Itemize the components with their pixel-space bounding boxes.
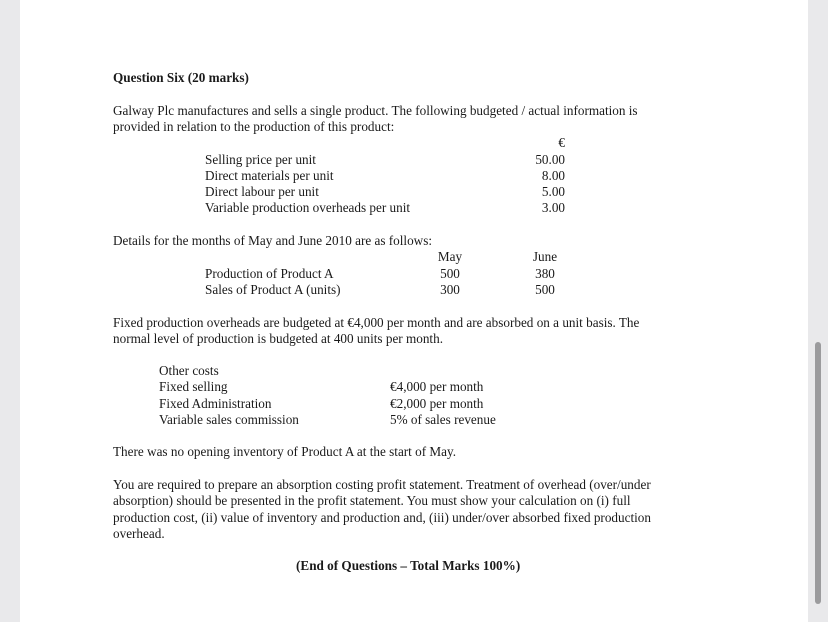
requirement-line-2: absorption) should be presented in the profit statement. You must show your calculation on (i) full [113, 493, 631, 508]
other-cost-label: Fixed selling [159, 379, 228, 394]
unit-cost-value: 8.00 [541, 168, 565, 183]
unit-cost-label: Direct materials per unit [205, 168, 334, 183]
other-cost-value: €2,000 per month [390, 396, 484, 411]
end-note: (End of Questions – Total Marks 100%) [296, 558, 521, 573]
intro-line-2: provided in relation to the production of this product: [113, 119, 395, 134]
month-row-label: Production of Product A [205, 266, 334, 281]
inventory-note: There was no opening inventory of Product A at the start of May. [113, 444, 457, 459]
document-page [20, 0, 808, 622]
month-header-may: May [437, 249, 463, 264]
other-cost-value: €4,000 per month [390, 379, 484, 394]
other-cost-label: Fixed Administration [159, 396, 272, 411]
other-cost-label: Variable sales commission [159, 412, 299, 427]
month-row-june: 500 [535, 282, 555, 297]
vertical-scrollbar[interactable] [815, 342, 821, 604]
currency-header: € [558, 135, 565, 150]
intro-line-1: Galway Plc manufactures and sells a single product. The following budgeted / actual information is [113, 103, 638, 118]
unit-cost-value: 50.00 [535, 152, 565, 167]
month-row-label: Sales of Product A (units) [205, 282, 341, 297]
requirement-line-1: You are required to prepare an absorption costing profit statement. Treatment of overhead (over/under [113, 477, 651, 492]
months-intro: Details for the months of May and June 2010 are as follows: [113, 233, 432, 248]
unit-cost-label: Direct labour per unit [205, 184, 319, 199]
unit-cost-label: Selling price per unit [205, 152, 316, 167]
unit-cost-value: 3.00 [541, 200, 565, 215]
unit-cost-value: 5.00 [541, 184, 565, 199]
fixed-overheads-line-2: normal level of production is budgeted at 400 units per month. [113, 331, 443, 346]
question-title: Question Six (20 marks) [113, 70, 249, 85]
month-row-may: 500 [440, 266, 460, 281]
other-costs-heading: Other costs [159, 363, 219, 378]
other-cost-value: 5% of sales revenue [390, 412, 496, 427]
month-row-june: 380 [535, 266, 555, 281]
unit-cost-label: Variable production overheads per unit [205, 200, 411, 215]
month-header-june: June [532, 249, 558, 264]
month-row-may: 300 [440, 282, 460, 297]
requirement-line-3: production cost, (ii) value of inventory and production and, (iii) under/over absorbed fixed production [113, 510, 651, 525]
fixed-overheads-line-1: Fixed production overheads are budgeted at €4,000 per month and are absorbed on a unit basis. The [113, 315, 640, 330]
requirement-line-4: overhead. [113, 526, 165, 541]
